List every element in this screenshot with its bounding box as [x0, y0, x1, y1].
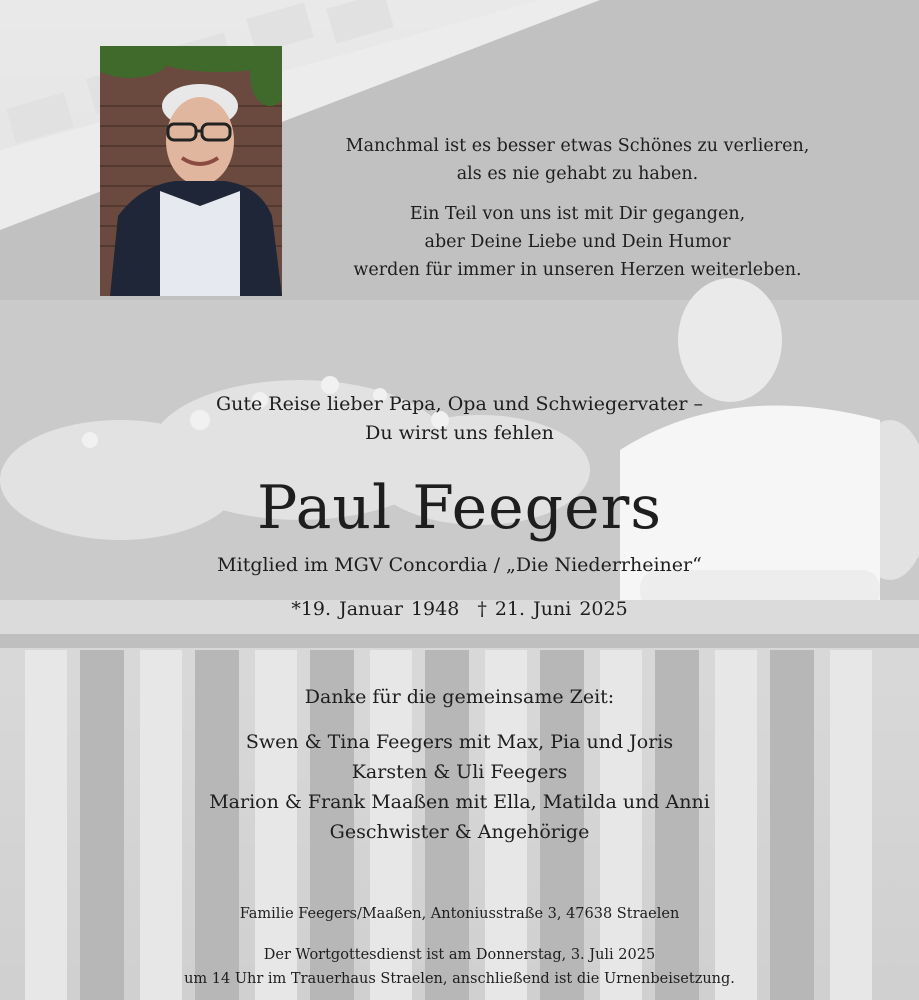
farewell-message — [0, 390, 919, 448]
memorial-quote — [255, 132, 900, 296]
quote-line: aber Deine Liebe und Dein Humor — [424, 232, 731, 252]
family-member-line: Karsten & Uli Feegers — [351, 761, 568, 783]
quote-line: Ein Teil von uns ist mit Dir gegangen, — [409, 204, 746, 224]
quote-line: werden für immer in unseren Herzen weiterleben. — [353, 260, 802, 280]
quote-line: als es nie gehabt zu haben. — [456, 164, 699, 184]
deceased-name: Paul Feegers — [256, 473, 663, 543]
family-member-line: Swen & Tina Feegers mit Max, Pia und Joris — [245, 731, 674, 753]
family-member-line: Marion & Frank Maaßen mit Ella, Matilda und Anni — [209, 791, 710, 813]
service-line: um 14 Uhr im Trauerhaus Straelen, anschließend ist die Urnenbeisetzung. — [184, 971, 735, 987]
family-address: Familie Feegers/Maaßen, Antoniusstraße 3, 47638 Straelen — [239, 906, 680, 922]
birth-date: *19. Januar 1948 — [291, 598, 460, 620]
thanks-heading: Danke für die gemeinsame Zeit: — [304, 686, 615, 708]
membership-line: Mitglied im MGV Concordia / „Die Niederrheiner“ — [217, 554, 702, 576]
farewell-line: Du wirst uns fehlen — [365, 422, 554, 444]
quote-line: Manchmal ist es besser etwas Schönes zu verlieren, — [345, 136, 810, 156]
life-dates — [0, 594, 919, 624]
service-line: Der Wortgottesdienst ist am Donnerstag, 3. Juli 2025 — [263, 947, 656, 963]
farewell-line: Gute Reise lieber Papa, Opa und Schwiegervater – — [215, 393, 704, 415]
death-date: † 21. Juni 2025 — [477, 598, 628, 620]
service-info — [0, 943, 919, 991]
family-list — [0, 727, 919, 847]
family-member-line: Geschwister & Angehörige — [329, 821, 590, 843]
